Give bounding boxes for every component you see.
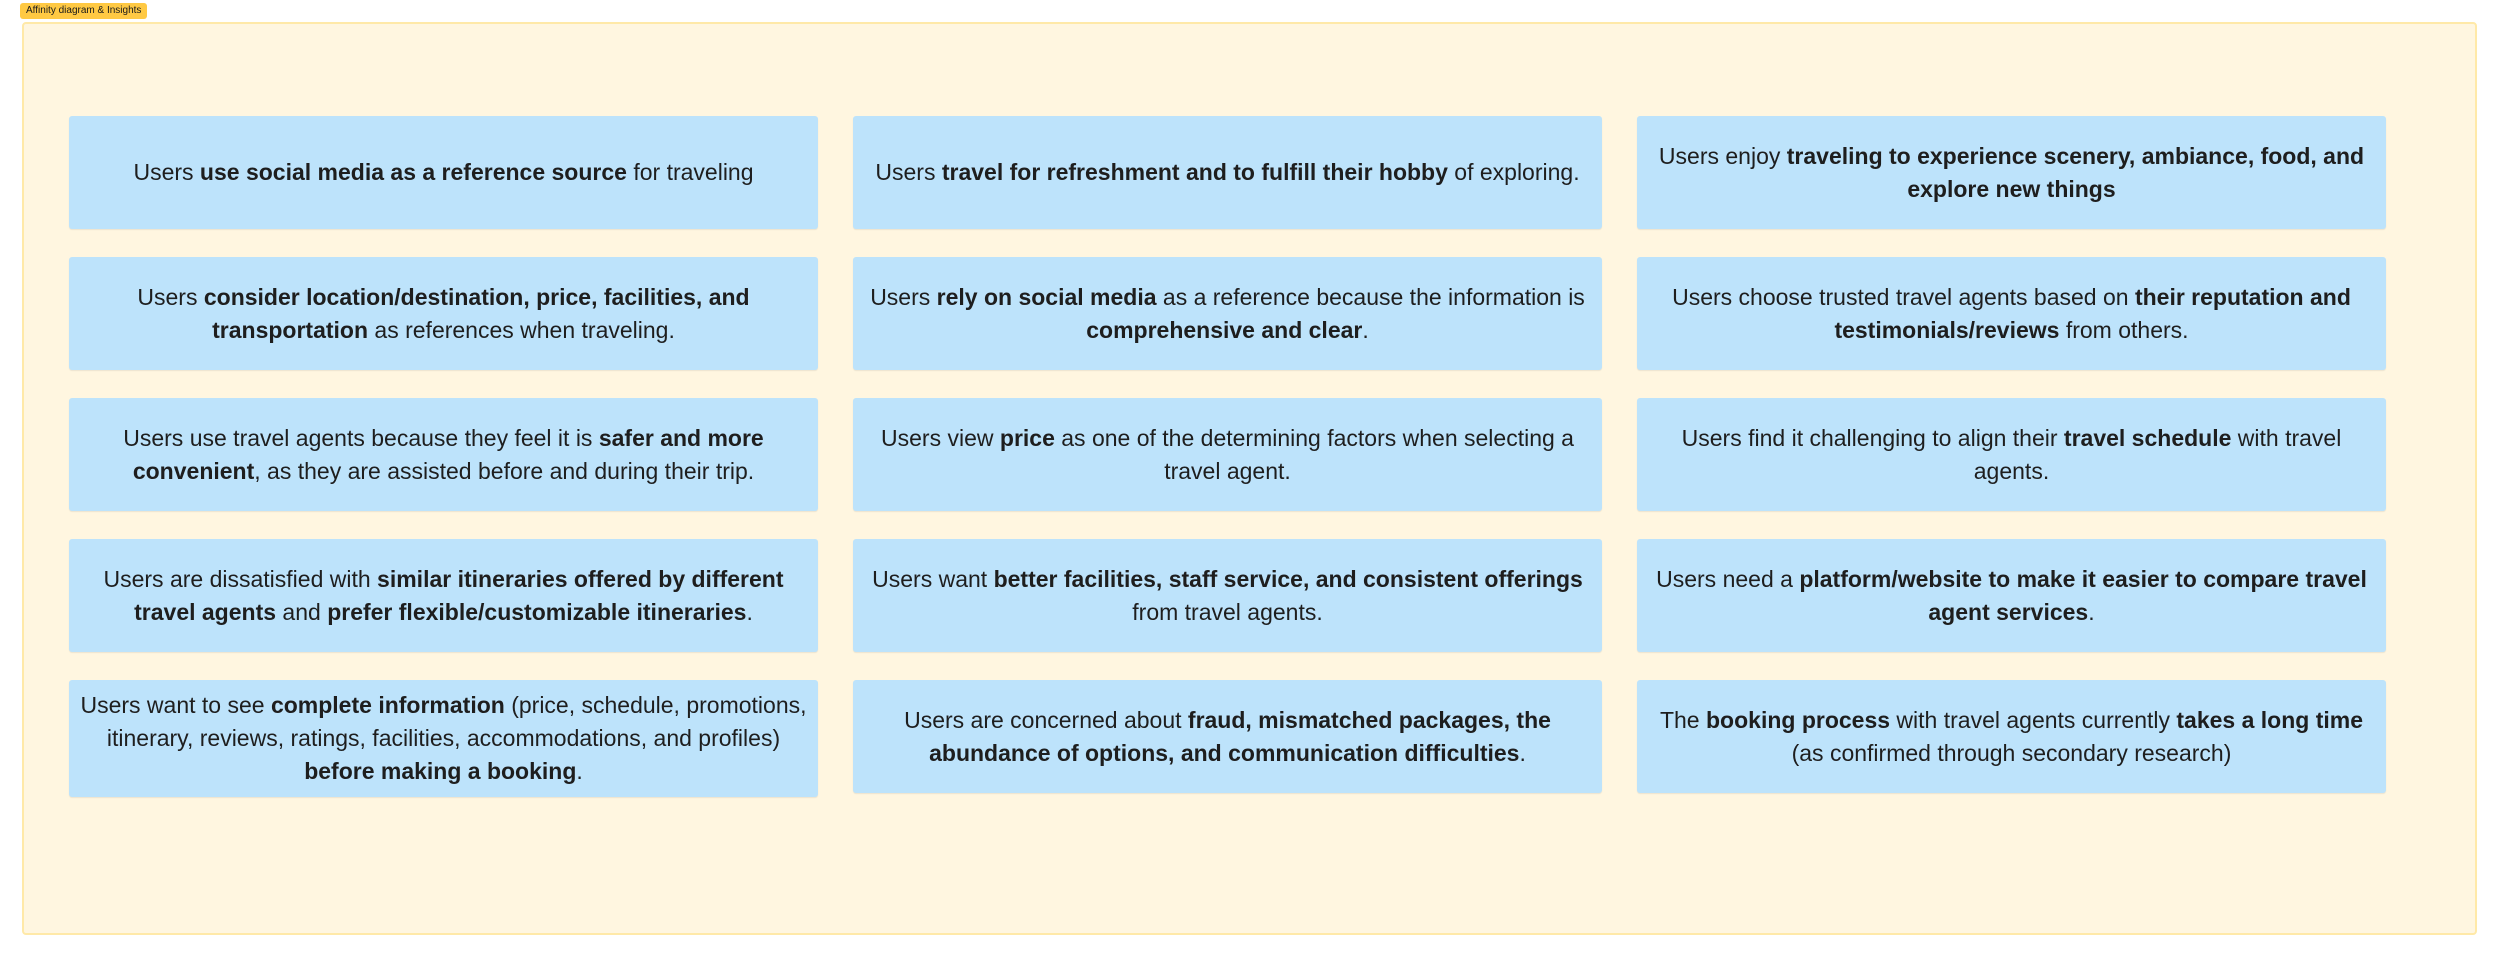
bold-text: travel schedule: [2063, 424, 2232, 451]
bold-text: booking process: [1706, 706, 1891, 733]
text: (as confirmed through secondary research): [1791, 739, 2232, 766]
sticky-note-text: [79, 689, 808, 788]
text: Users want to see: [80, 692, 271, 718]
bold-text: rely on social media: [936, 283, 1157, 310]
sticky-note[interactable]: [69, 539, 818, 652]
bold-text: before making a booking: [304, 758, 577, 784]
sticky-note[interactable]: [853, 398, 1602, 511]
sticky-note-grid: [69, 116, 2386, 797]
bold-text: traveling to experience scenery, ambiance, food, and explore new things: [1786, 142, 2365, 202]
bold-text: better facilities, staff service, and consistent offerings: [993, 565, 1583, 592]
text: as references when traveling.: [368, 316, 675, 343]
sticky-note[interactable]: [1637, 398, 2386, 511]
sticky-note-text: [1647, 563, 2376, 629]
bold-text: travel for refreshment and to fulfill their hobby: [941, 159, 1448, 185]
sticky-note[interactable]: [853, 680, 1602, 793]
text: Users want: [872, 565, 994, 592]
bold-text: price: [999, 424, 1055, 451]
text: .: [2088, 598, 2095, 625]
sticky-note-text: [133, 156, 753, 189]
bold-text: platform/website to make it easier to compare travel agent services: [1799, 565, 2367, 625]
sticky-note[interactable]: [1637, 680, 2386, 793]
text: Users use travel agents because they feel it is: [123, 424, 599, 451]
text: .: [1362, 316, 1369, 343]
text: Users: [870, 283, 937, 310]
sticky-note[interactable]: [69, 257, 818, 370]
text: from travel agents.: [1132, 598, 1323, 625]
bold-text: takes a long time: [2176, 706, 2364, 733]
sticky-note[interactable]: [853, 116, 1602, 229]
sticky-note[interactable]: [69, 116, 818, 229]
text: from others.: [2059, 316, 2189, 343]
text: with travel agents.: [1973, 424, 2342, 484]
text: Users find it challenging to align their: [1681, 424, 2064, 451]
text: Users view: [881, 424, 1000, 451]
text: .: [1519, 739, 1526, 766]
bold-text: prefer flexible/customizable itineraries: [327, 598, 747, 625]
bold-text: comprehensive and clear: [1086, 316, 1363, 343]
sticky-note-text: [875, 156, 1579, 189]
text: Users enjoy: [1658, 142, 1787, 169]
bold-text: complete information: [270, 692, 505, 718]
bold-text: similar itineraries offered by different travel agents: [134, 565, 784, 625]
sticky-note-text: [863, 281, 1592, 347]
sticky-note-text: [79, 422, 808, 488]
sticky-note-text: [1647, 140, 2376, 206]
bold-text: safer and more convenient: [132, 424, 764, 484]
sticky-note-text: [863, 422, 1592, 488]
sticky-note-text: [863, 563, 1592, 629]
sticky-note[interactable]: [1637, 116, 2386, 229]
text: of exploring.: [1447, 159, 1580, 185]
sticky-note-text: [79, 563, 808, 629]
sticky-note[interactable]: [1637, 257, 2386, 370]
text: as a reference because the information is: [1156, 283, 1585, 310]
text: Users need a: [1656, 565, 1800, 592]
text: The: [1659, 706, 1706, 733]
text: Users: [133, 159, 200, 185]
bold-text: fraud, mismatched packages, the abundance of options, and communication difficulties: [929, 706, 1551, 766]
bold-text: consider location/destination, price, facilities, and transportation: [203, 283, 750, 343]
text: with travel agents currently: [1890, 706, 2177, 733]
sticky-note-text: [1647, 704, 2376, 770]
text: and: [276, 598, 328, 625]
sticky-note[interactable]: [69, 398, 818, 511]
text: .: [576, 758, 583, 784]
text: , as they are assisted before and during their trip.: [254, 457, 755, 484]
text: Users are dissatisfied with: [103, 565, 378, 592]
sticky-note[interactable]: [853, 539, 1602, 652]
sticky-note[interactable]: [853, 257, 1602, 370]
section-title[interactable]: Affinity diagram & Insights: [20, 3, 147, 19]
bold-text: use social media as a reference source: [199, 159, 627, 185]
text: Users: [875, 159, 942, 185]
text: Users are concerned about: [904, 706, 1188, 733]
bold-text: their reputation and testimonials/reviews: [1834, 283, 2351, 343]
sticky-note[interactable]: [1637, 539, 2386, 652]
sticky-note-text: [863, 704, 1592, 770]
text: Users choose trusted travel agents based on: [1672, 283, 2135, 310]
text: .: [746, 598, 753, 625]
text: (price, schedule, promotions, itinerary, reviews, ratings, facilities, accommodations, and profiles): [106, 692, 807, 751]
text: as one of the determining factors when selecting a travel agent.: [1054, 424, 1574, 484]
sticky-note[interactable]: [69, 680, 818, 797]
text: for traveling: [626, 159, 754, 185]
sticky-note-text: [79, 281, 808, 347]
text: Users: [137, 283, 204, 310]
sticky-note-text: [1647, 281, 2376, 347]
sticky-note-text: [1647, 422, 2376, 488]
